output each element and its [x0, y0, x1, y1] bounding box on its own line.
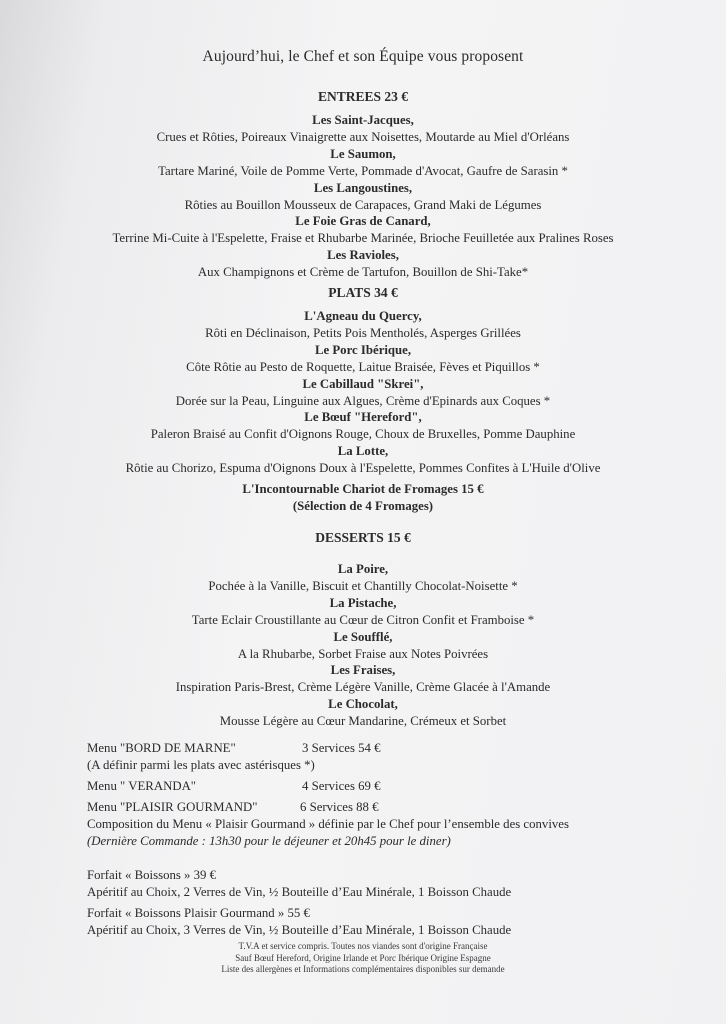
dish-description: Rôti en Déclinaison, Petits Pois Mentholés, Asperges Grillées [205, 325, 521, 340]
dish-name: Les Ravioles, [327, 248, 399, 263]
forfait-plaisir-desc: Apéritif au Choix, 3 Verres de Vin, ½ Bouteille d’Eau Minérale, 1 Boisson Chaude [87, 923, 512, 937]
menu-name: Menu "PLAISIR GOURMAND" [87, 800, 258, 814]
menu-veranda [87, 778, 647, 795]
dish-description: Paleron Braisé au Confit d'Oignons Rouge, Choux de Bruxelles, Pomme Dauphine [150, 427, 576, 442]
dish-description: Inspiration Paris-Brest, Crème Légère Vanille, Crème Glacée à l'Amande [175, 680, 551, 695]
menu-note: (A définir parmi les plats avec astérisques *) [87, 758, 315, 772]
menu-composition: Composition du Menu « Plaisir Gourmand » définie par le Chef pour l’ensemble des convives [87, 817, 569, 831]
dish-name: Les Langoustines, [313, 180, 413, 195]
footer-notes [0, 941, 726, 976]
dish-name: Les Saint-Jacques, [312, 113, 414, 127]
dish-description: Aux Champignons et Crème de Tartufon, Bouillon de Shi-Take* [197, 265, 529, 280]
plats-title: PLATS 34 € [328, 285, 398, 300]
desserts-list [0, 561, 726, 730]
dish-name: Le Foie Gras de Canard, [295, 214, 431, 229]
menu-name: Menu " VERANDA" [87, 779, 197, 793]
dish-description: Terrine Mi-Cuite à l'Espelette, Fraise et Rhubarbe Marinée, Brioche Feuilletée aux Pralines Roses [112, 231, 614, 246]
dish-name: La Poire, [337, 562, 389, 576]
intro-heading: Aujourd’hui, le Chef et son Équipe vous proposent [202, 48, 524, 65]
dish-name: Le Chocolat, [328, 697, 398, 712]
dish-name: Le Saumon, [330, 146, 396, 161]
forfait-plaisir-title: Forfait « Boissons Plaisir Gourmand » 55 € [87, 906, 310, 920]
last-order-times: (Dernière Commande : 13h30 pour le déjeuner et 20h45 pour le diner) [87, 834, 451, 848]
dish-description: Côte Rôtie au Pesto de Roquette, Laitue Braisée, Fèves et Piquillos * [186, 359, 540, 374]
dish-name: Les Fraises, [330, 663, 396, 678]
dish-name: La Lotte, [337, 444, 389, 459]
menu-price: 6 Services 88 € [300, 800, 379, 814]
dish-name: Le Cabillaud "Skrei", [302, 376, 424, 391]
dish-description: Pochée à la Vanille, Biscuit et Chantilly Chocolat-Noisette * [208, 578, 518, 593]
footer-line: Sauf Bœuf Hereford, Origine Irlande et Porc Ibérique Origine Espagne [235, 952, 491, 963]
plats-list [0, 308, 726, 477]
dish-description: Rôtie au Chorizo, Espuma d'Oignons Doux à l'Espelette, Pommes Confites à L'Huile d'Olive [125, 461, 601, 476]
desserts-title: DESSERTS 15 € [315, 530, 411, 545]
footer-line: T.V.A et service compris. Toutes nos viandes sont d'origine Française [238, 941, 488, 951]
dish-description: Dorée sur la Peau, Linguine aux Algues, Crème d'Epinards aux Coques * [175, 393, 551, 408]
dish-name: Le Soufflé, [333, 629, 393, 644]
menu-price: 4 Services 69 € [302, 779, 381, 793]
menu-name: Menu "BORD DE MARNE" [87, 741, 236, 755]
cheese-selection: (Sélection de 4 Fromages) [292, 499, 434, 513]
dish-description: Tartare Mariné, Voile de Pomme Verte, Pommade d'Avocat, Gaufre de Sarasin * [158, 163, 568, 178]
menu-bord-de-marne [87, 740, 647, 757]
dish-description: Rôties au Bouillon Mousseux de Carapaces, Grand Maki de Légumes [184, 197, 542, 212]
menu-price: 3 Services 54 € [302, 741, 381, 755]
dish-name: La Pistache, [329, 595, 397, 610]
dish-name: L'Agneau du Quercy, [304, 309, 422, 323]
cheese-trolley: L'Incontournable Chariot de Fromages 15 € [242, 482, 484, 496]
entrees-list [0, 112, 726, 281]
dish-description: Mousse Légère au Cœur Mandarine, Crémeux et Sorbet [219, 714, 507, 729]
dish-name: Le Porc Ibérique, [314, 342, 412, 357]
forfait-boissons-title: Forfait « Boissons » 39 € [87, 868, 217, 882]
footer-line: Liste des allergènes et Informations complémentaires disponibles sur demande [221, 964, 505, 974]
forfait-boissons-desc: Apéritif au Choix, 2 Verres de Vin, ½ Bouteille d’Eau Minérale, 1 Boisson Chaude [87, 885, 512, 899]
entrees-title: ENTREES 23 € [317, 89, 409, 104]
dish-description: Crues et Rôties, Poireaux Vinaigrette aux Noisettes, Moutarde au Miel d'Orléans [156, 129, 570, 144]
dish-description: Tarte Eclair Croustillante au Cœur de Citron Confit et Framboise * [191, 612, 535, 627]
dish-name: Le Bœuf "Hereford", [304, 410, 422, 425]
dish-description: A la Rhubarbe, Sorbet Fraise aux Notes Poivrées [237, 646, 489, 661]
menu-plaisir-gourmand [87, 799, 647, 816]
set-menus [87, 740, 647, 939]
